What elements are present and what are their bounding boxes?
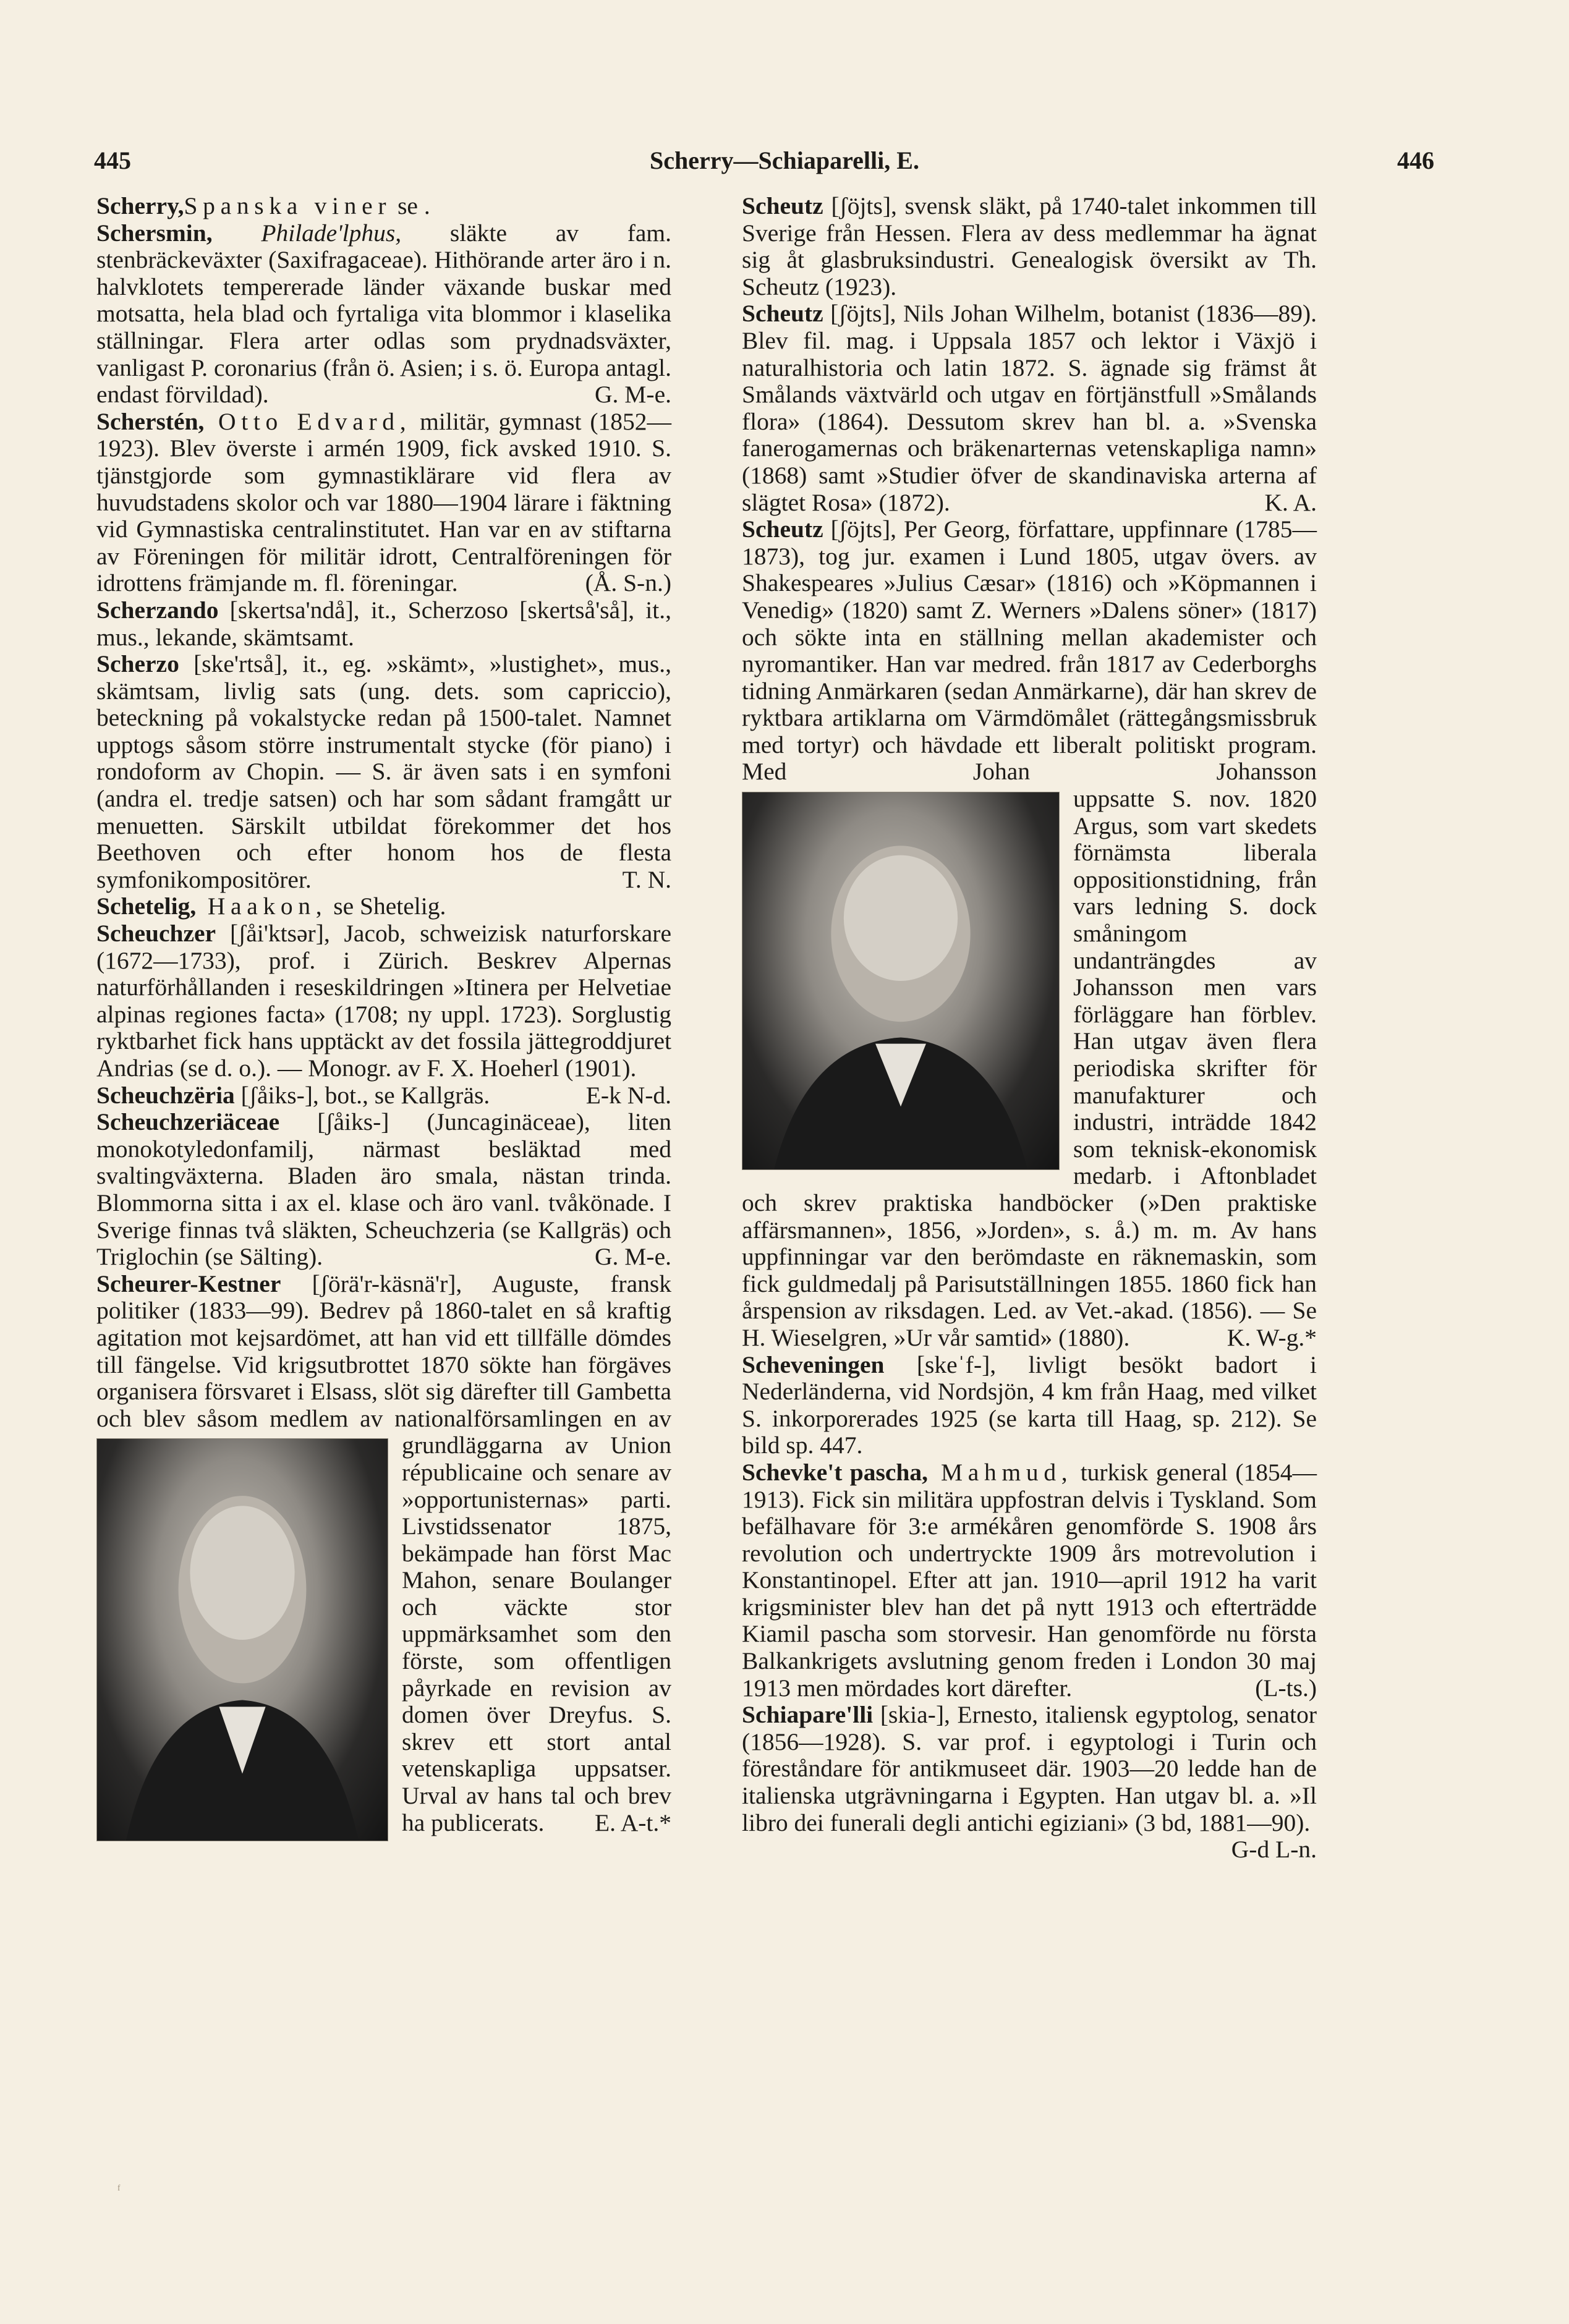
right-entry	[742, 516, 1317, 1351]
right-column	[742, 193, 1317, 1864]
left-entry	[96, 1109, 671, 1271]
entry-headword: Schetelig,	[96, 893, 197, 920]
left-entry	[96, 1271, 671, 1836]
entry-headword: Scherstén,	[96, 407, 205, 435]
running-title: Scherry—Schiaparelli, E.	[650, 146, 919, 174]
entry-spaced-name: Spanska viner	[184, 192, 392, 219]
entry-text: släkte av fam. stenbräckeväxter (Saxifragaceae). Hithörande arter äro i n. halvklotets tempererade länder växande buskar med motsatta, hela blad och fyrtaliga vita blommor i klaselika ställningar. Flera arter odlas som prydnadsväxter, vanligast P. coronarius (från ö. Asien; i s. ö. Europa antagl. endast förvildad).	[96, 219, 672, 409]
right-entry	[742, 300, 1317, 516]
entry-headword: Scheutz	[742, 192, 823, 219]
entry-text: [ʃåiks-], bot., se Kallgräs.	[234, 1081, 490, 1109]
entry-signature: G. M-e.	[595, 1243, 671, 1271]
entry-headword: Schersmin,	[96, 219, 213, 247]
left-column	[96, 193, 671, 1845]
right-entry	[742, 193, 1317, 300]
entry-tail: .	[423, 192, 430, 219]
entry-text: [ʃöjts], Per Georg, författare, uppfinnare (1785—1873), tog jur. examen i Lund 1805, utgav övers. av Shakespeares »Julius Cæsar» (1816) och »Köpmannen i Venedig» (1820) samt Z. Werners »Dalens söner» (1817) och sökte inta en ställning mellan akademister och nyromantiker. Han var medred. från 1817 av Cederborghs tidning Anmärkaren (sedan Anmärkarne), där han skrev de ryktbara artiklarna om Värmdömålet (rättegångsmissbruk med tortyr) och hävdade ett liberalt politiskt program. Med Johan Johansson u	[742, 515, 1317, 813]
entry-spaced-name: Haakon,	[196, 893, 328, 920]
entry-signature: E-k N-d.	[585, 1081, 671, 1109]
entry-text: [skeˈf-], livligt besökt badort i Nederländerna, vid Nordsjön, 4 km från Haag, med vilket S. inkorporerades 1925 (se karta till Haag, sp. 212). Se bild sp. 447.	[742, 1351, 1317, 1459]
entry-text: se Shetelig.	[327, 893, 446, 920]
entry-text: [skia-], Ernesto, italiensk egyptolog, senator (1856—1928). S. var prof. i egyptologi i Turin och föreståndare för antikmuseet där. 1903—20 ledde han de italienska utgrävningarna i Egypten. Han utgav bl. a. »Il libro dei funerali degli antichi egiziani» (3 bd, 1881—90).	[742, 1701, 1317, 1836]
entry-text: [ʃörä'r-käsnä'r], Auguste, fransk politiker (1833—99). Bedrev på 1860-talet en så kraftig agitation mot kejsardömet, att han vid ett tillfälle dömdes till fängelse. Vid krigsutbrottet 1870 sökte han förgäves organisera försvaret i Elsass, slöt sig därefter till Gambetta och blev såsom medlem av nat	[96, 1270, 671, 1432]
right-entry	[742, 1701, 1317, 1864]
entry-headword: Schevke't pascha,	[742, 1458, 928, 1486]
entry-headword: Scherry,	[96, 192, 184, 219]
entry-signature: (L-ts.)	[1255, 1674, 1317, 1702]
entry-text: [ʃöjts], svensk släkt, på 1740-talet inkommen till Sverige från Hessen. Flera av dess medlemmar ha ägnat sig åt glasbruksindustri. Genealogisk översikt av Th. Scheutz (1923).	[742, 192, 1317, 300]
entry-text: [ʃåi'ktsər], Jacob, schweizisk naturforskare (1672—1733), prof. i Zürich. Beskrev Alpernas naturförhållanden i reseskildringen »Itinera per Helvetiae alpinas regiones facta» (1708; ny uppl. 1723). Sorglustig ryktbarhet fick hans upptäckt av det fossila jättegroddjuret Andrias (se d. o.). — Monogr. av F. X. Hoeherl (1901).	[96, 920, 671, 1082]
entry-headword: Schiapare'lli	[742, 1701, 874, 1729]
left-entry	[96, 597, 671, 651]
entry-headword: Scheutz	[742, 300, 823, 328]
entry-headword: Scheuchzëria	[96, 1081, 235, 1109]
left-entry	[96, 409, 671, 597]
entry-text: [ske'rtså], it., eg. »skämt», »lustighet», mus., skämtsam, livlig sats (ung. dets. som capriccio), beteckning på vokalstycke redan på 1500-talet. Namnet upptogs såsom större instrumentalt stycke (för piano) i rondoform av Chopin. — S. är även sats i en symfoni (andra el. tredje satsen) och har som sådant framgått ur menuetten. Särskilt utbildat förekommer det hos Beethoven och efter honom hos de flesta symfonikompositörer.	[96, 650, 671, 893]
left-entry	[96, 651, 671, 893]
page-header	[0, 146, 1569, 183]
entry-text: [ʃåiks-] (Juncaginäceae), liten monokotyledonfamilj, närmast besläktad med svaltingväxterna. Bladen äro smala, nästan trinda. Blommorna sitta i ax el. klase och äro vanl. tvåkönade. I Sverige finnas två släkten, Scheuchzeria (se Kallgräs) och Triglochin (se Sälting).	[96, 1108, 671, 1271]
page-number-right: 446	[1397, 146, 1434, 174]
right-entry	[742, 1352, 1317, 1459]
page-number-left: 445	[94, 146, 131, 174]
entry-text: [ʃöjts], Nils Johan Wilhelm, botanist (1836—89). Blev fil. mag. i Uppsala 1857 och lektor i Växjö i naturalhistoria och latin 1872. S. ägnade sig främst åt Smålands växtvärld och utgav en förtjänstfull »Smålands flora» (1864). Dessutom skrev han bl. a. »Svenska fanerogamernas och bräkenarternas vetenskapliga namn» (1868) samt »Studier öfver de skandinaviska arterna af slägtet Rosa» (1872).	[742, 300, 1317, 516]
entry-text: ionalförsamlingen en av grundläggarna av Union républicaine och senare av »opportunisternas» parti. Livstidssenator 1875, bekämpade han först Mac Mahon, senare Boulanger och väckte stor uppmärksamhet som den förste, som offentligen påyrkade en revision av domen över Dreyfus. S. skrev ett stort antal vetenskapliga uppsatser. Urval av hans tal och brev ha publicerats.	[402, 1404, 671, 1836]
entry-text: [skertsa'ndå], it., Scherzoso [skertså'så], it., mus., lekande, skämtsamt.	[96, 596, 671, 651]
entry-signature: K. A.	[1264, 488, 1317, 516]
entry-signature: G. M-e.	[595, 381, 671, 409]
entry-headword: Scheuchzeriäceae	[96, 1108, 280, 1136]
entry-signature: T. N.	[622, 865, 671, 893]
entry-text: ppsatte S. nov. 1820 Argus, som vart skedets förnämsta liberala oppositionstidning, från vars ledning S. dock småningom undanträngdes av Johansson men vars förläggare han förblev. Han utgav även flera periodiska skrifter för manufakturer och industri, inträdde 1842 som teknisk-ekonomisk medarb. i Aftonbladet och skrev praktiska handböcker (»Den praktiske affärsmannen», 1856, »Jorden», s. å.) m. m. Av hans uppfinningar var den berömdaste en räknemaskin, som fick guldmedalj på Parisutställningen 1855. 1860 fick han årspension av riksdagen. Led. av Vet.-akad. (1856). — Se H. Wieselgren, »Ur vår samtid» (1880).	[742, 785, 1317, 1351]
entry-headword: Scheuchzer	[96, 920, 216, 948]
entry-headword: Scheutz	[742, 515, 823, 543]
entry-headword: Scherzo	[96, 650, 179, 678]
entry-headword: Scheveningen	[742, 1351, 885, 1378]
entry-signature: E. A-t.*	[595, 1809, 671, 1836]
entry-text: turkisk general (1854—1913). Fick sin militära uppfostran delvis i Tyskland. Som befälhavare för 3:e armékåren genomförde S. 1908 års revolution och undertryckte 1909 års motrevolution i Konstantinopel. Efter att jan. 1910—april 1912 ha varit krigsminister blev han det på nytt 1913 och efterträdde Kiamil pascha som storvesir. Han genomförde nu första Balkankrigets avslutning genom freden i London 30 maj 1913 men mördades kort därefter.	[742, 1458, 1317, 1702]
entry-signature: (Å. S-n.)	[585, 569, 671, 597]
entry-spaced-name: Mahmud,	[927, 1458, 1073, 1486]
left-entry	[96, 893, 671, 920]
entry-spaced-name: Otto Edvard,	[204, 407, 412, 435]
entry-signature: K. W-g.*	[1227, 1323, 1317, 1351]
entry-italic: Philade'lphus,	[212, 219, 402, 247]
portrait-scheurer-kestner	[96, 1438, 388, 1841]
entry-text: militär, gymnast (1852—1923). Blev överste i armén 1909, fick avsked 1910. S. tjänstgjorde som gymnastiklärare vid flera av huvudstadens skolor och var 1880—1904 lärare i fäktning vid Gymnastiska centralinstitutet. Han var en av stiftarna av Föreningen för militär idrott, Centralföreningen för idrottens främjande m. fl. föreningar.	[96, 407, 671, 597]
left-entry	[96, 193, 671, 220]
portrait-scheutz	[742, 792, 1060, 1170]
entry-headword: Scheurer-Kestner	[96, 1270, 281, 1297]
left-entry	[96, 220, 671, 409]
entry-text: se	[391, 192, 424, 219]
page-mark: ᶠ	[117, 2182, 121, 2197]
entry-signature: G-d L-n.	[1231, 1836, 1317, 1864]
right-entry	[742, 1459, 1317, 1702]
entry-headword: Scherzando	[96, 596, 219, 624]
